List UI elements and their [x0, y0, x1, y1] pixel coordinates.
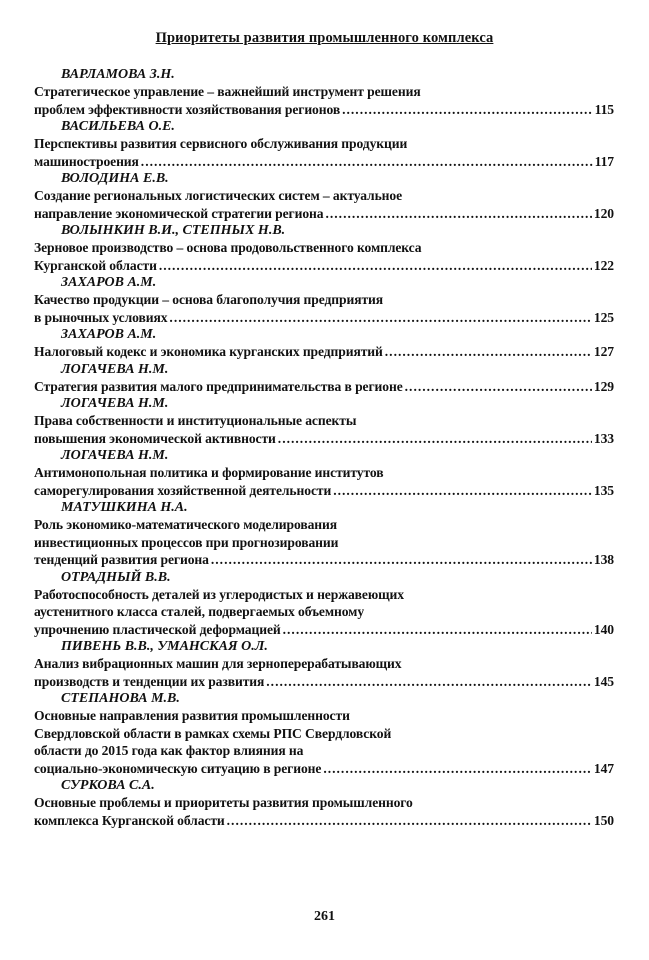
entry-author: ОТРАДНЫЙ В.В. — [61, 569, 171, 585]
toc-entry — [34, 777, 614, 829]
entry-author: ЛОГАЧЕВА Н.М. — [61, 448, 169, 463]
toc-entry — [34, 222, 614, 274]
toc-entry — [34, 499, 614, 569]
entry-title-last-line — [34, 482, 614, 500]
entry-page-number: 125 — [593, 309, 614, 325]
entry-title-last-line — [34, 343, 614, 361]
toc-entry — [34, 569, 614, 639]
entry-title-text: упрочнению пластической деформацией — [34, 621, 281, 637]
dot-leader — [333, 482, 592, 500]
entry-page-number: 115 — [594, 101, 614, 117]
entry-title-line: Анализ вибрационных машин для зерноперерабатывающих — [34, 656, 402, 671]
entry-author: ЛОГАЧЕВА Н.М. — [61, 361, 169, 377]
entry-page-number: 145 — [593, 673, 614, 689]
entry-author: ПИВЕНЬ В.В., УМАНСКАЯ О.Л. — [61, 639, 268, 654]
entry-title-line: Антимонопольная политика и формирование институтов — [34, 465, 384, 480]
entry-author: ВАСИЛЬЕВА О.Е. — [61, 119, 175, 134]
entry-title-last-line — [34, 673, 614, 691]
entry-title-text: саморегулирования хозяйственной деятельности — [34, 482, 332, 498]
entry-page-number: 120 — [593, 205, 614, 221]
dot-leader — [169, 309, 591, 327]
toc-entry — [34, 170, 614, 222]
entry-title-last-line — [34, 257, 614, 275]
entry-title-last-line — [34, 153, 614, 171]
entry-title-text: тенденций развития региона — [34, 552, 209, 567]
dot-leader — [385, 343, 592, 361]
entry-title-line: Создание региональных логистических систем – актуальное — [34, 188, 403, 203]
entry-title-last-line — [34, 760, 614, 778]
entry-title-text: Курганской области — [34, 257, 157, 273]
entry-title-line: аустенитного класса сталей, подвергаемых объемному — [34, 604, 365, 619]
dot-leader — [405, 378, 592, 396]
toc-entry — [34, 395, 614, 447]
dot-leader — [141, 153, 593, 171]
entry-title-line: Работоспособность деталей из углеродистых и нержавеющих — [34, 586, 404, 602]
toc-entry — [34, 638, 614, 690]
toc-entry — [34, 361, 614, 396]
entry-title-text: направление экономической стратегии региона — [34, 205, 324, 221]
entry-title-last-line — [34, 309, 614, 327]
entry-page-number: 147 — [593, 760, 614, 776]
entry-page-number: 129 — [593, 378, 614, 394]
dot-leader — [325, 205, 591, 223]
entry-author: ВОЛЫНКИН В.И., СТЕПНЫХ Н.В. — [61, 223, 286, 238]
entry-title-text: повышения экономической активности — [34, 430, 276, 446]
entry-author: ВОЛОДИНА Е.В. — [61, 171, 169, 186]
entry-page-number: 117 — [594, 153, 614, 169]
toc-entry — [34, 447, 614, 499]
entry-title-text: в рыночных условиях — [34, 309, 168, 325]
entry-title-text: социально-экономическую ситуацию в регионе — [34, 760, 322, 776]
entry-page-number: 135 — [593, 482, 614, 498]
entry-title-last-line — [34, 812, 614, 830]
toc-entry — [34, 690, 614, 777]
entry-author: ЗАХАРОВ А.М. — [61, 327, 157, 342]
entry-page-number: 150 — [593, 812, 614, 828]
entry-author: МАТУШКИНА Н.А. — [61, 500, 188, 515]
entry-page-number: 127 — [593, 344, 614, 359]
entry-author: ЗАХАРОВ А.М. — [61, 275, 157, 290]
dot-leader — [342, 101, 593, 119]
toc-entry — [34, 274, 614, 326]
entry-title-text: производств и тенденции их развития — [34, 673, 265, 689]
entry-title-line: Роль экономико-математического моделирования — [34, 517, 338, 532]
dot-leader — [211, 551, 592, 569]
entry-title-line: Права собственности и институциональные аспекты — [34, 413, 357, 428]
toc-entry — [34, 326, 614, 361]
entry-title-last-line — [34, 430, 614, 448]
entry-title-last-line — [34, 621, 614, 639]
entry-title-line: Стратегическое управление – важнейший инструмент решения — [34, 84, 421, 99]
entry-title-text: Налоговый кодекс и экономика курганских предприятий — [34, 344, 383, 359]
dot-leader — [159, 257, 592, 275]
entry-title-line: Перспективы развития сервисного обслуживания продукции — [34, 136, 408, 151]
entry-page-number: 140 — [593, 621, 614, 637]
entry-title-last-line — [34, 378, 614, 396]
toc-entry — [34, 66, 614, 118]
entry-title-line: Свердловской области в рамках схемы РПС Свердловской — [34, 725, 392, 741]
entry-author: ВАРЛАМОВА З.Н. — [61, 67, 175, 82]
dot-leader — [323, 760, 592, 778]
entry-title-last-line — [34, 205, 614, 223]
entry-page-number: 133 — [593, 430, 614, 446]
table-of-contents — [34, 66, 614, 829]
dot-leader — [278, 430, 592, 448]
entry-title-last-line — [34, 551, 614, 569]
entry-title-text: машиностроения — [34, 153, 139, 169]
page-number: 261 — [314, 909, 335, 924]
entry-title-line: Качество продукции – основа благополучия предприятия — [34, 292, 384, 307]
entry-title-line: области до 2015 года как фактор влияния на — [34, 743, 304, 758]
entry-title-line: Основные направления развития промышленности — [34, 708, 350, 723]
dot-leader — [283, 621, 592, 639]
entry-title-line: Основные проблемы и приоритеты развития промышленного — [34, 795, 413, 810]
section-title: Приоритеты развития промышленного комплекса — [155, 30, 494, 46]
dot-leader — [227, 812, 592, 830]
entry-author: ЛОГАЧЕВА Н.М. — [61, 396, 169, 411]
entry-author: СТЕПАНОВА М.В. — [61, 691, 180, 706]
entry-title-line: Зерновое производство – основа продовольственного комплекса — [34, 240, 422, 255]
entry-title-line: инвестиционных процессов при прогнозировании — [34, 534, 339, 550]
entry-title-text: комплекса Курганской области — [34, 812, 225, 828]
entry-page-number: 122 — [593, 257, 614, 273]
entry-title-text: Стратегия развития малого предпринимательства в регионе — [34, 378, 403, 394]
toc-entry — [34, 118, 614, 170]
entry-title-last-line — [34, 101, 614, 119]
dot-leader — [266, 673, 592, 691]
entry-author: СУРКОВА С.А. — [61, 778, 155, 793]
entry-page-number: 138 — [593, 552, 614, 567]
entry-title-text: проблем эффективности хозяйствования регионов — [34, 101, 341, 117]
